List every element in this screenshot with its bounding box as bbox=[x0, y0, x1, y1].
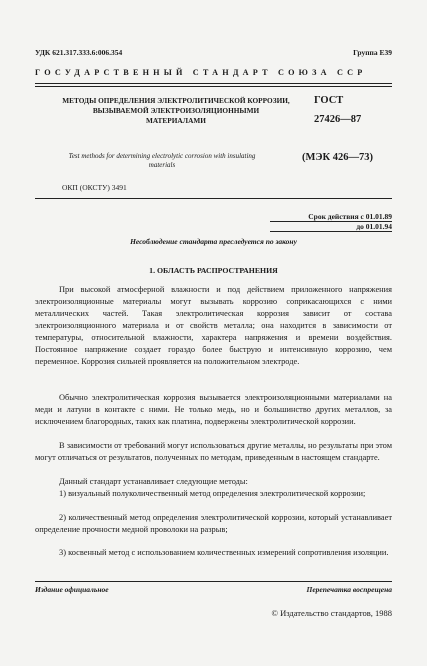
document-title-en: Test methods for determining electrolytic corrosion with insulating materials bbox=[68, 152, 256, 169]
validity-underline-2 bbox=[270, 231, 392, 232]
udk-code: УДК 621.317.333.6:006.354 bbox=[35, 48, 123, 57]
list-item-1-text: 1) визуальный полуколичественный метод определения электролитической коррозии; bbox=[59, 489, 366, 498]
paragraph-3 bbox=[35, 440, 392, 464]
validity-start: Срок действия с 01.01.89 bbox=[308, 212, 392, 221]
list-item-3 bbox=[35, 547, 392, 559]
reprint-prohibited-note: Перепечатка воспрещена bbox=[306, 585, 392, 594]
gost-number: 27426—87 bbox=[314, 114, 362, 125]
paragraph-1 bbox=[35, 284, 392, 368]
gost-label: ГОСТ bbox=[314, 95, 344, 106]
list-item-2 bbox=[35, 512, 392, 536]
list-item-1 bbox=[35, 488, 392, 500]
okp-code: ОКП (ОКСТУ) 3491 bbox=[62, 183, 127, 192]
standard-banner: ГОСУДАРСТВЕННЫЙ СТАНДАРТ СОЮЗА ССР bbox=[35, 68, 367, 77]
footer-rule bbox=[35, 581, 392, 582]
header-rule-bottom bbox=[35, 86, 392, 87]
list-item-2-text: 2) количественный метод определения электролитической коррозии, который устанавливает определение прочности медной проволоки на разрыв; bbox=[35, 513, 392, 534]
group-code: Группа Е39 bbox=[353, 48, 392, 57]
okp-rule bbox=[35, 198, 392, 199]
paragraph-4-text: Данный стандарт устанавливает следующие методы: bbox=[59, 477, 248, 486]
paragraph-1-text: При высокой атмосферной влажности и под действием приложенного напряжения электроизоляционные материалы могут вызывать коррозию соприкасающихся с ними металлических частей. Такая электролитическая коррозия зависит от состава электроизоляционного материала и от свойств металла; она находится в зависимости от температуры, относительной влажности, характера напряжения и времени воздействия. Постоянное напряжение создает гораздо более быструю и интенсивную коррозию, чем переменное. Коррозия сильней проявляется на положительном электроде. bbox=[35, 285, 392, 366]
validity-end: до 01.01.94 bbox=[356, 222, 392, 231]
list-item-3-text: 3) косвенный метод с использованием количественных измерений сопротивления изоляции. bbox=[59, 548, 389, 557]
copyright-note: © Издательство стандартов, 1988 bbox=[271, 608, 392, 618]
section-title: 1. ОБЛАСТЬ РАСПРОСТРАНЕНИЯ bbox=[149, 266, 278, 275]
paragraph-4 bbox=[35, 476, 392, 488]
paragraph-3-text: В зависимости от требований могут использоваться другие металлы, но результаты при этом могут отличаться от результатов, полученных по методам, приведенным в настоящем стандарте. bbox=[35, 441, 392, 462]
document-title-ru: МЕТОДЫ ОПРЕДЕЛЕНИЯ ЭЛЕКТРОЛИТИЧЕСКОЙ КОРРОЗИИ, ВЫЗЫВАЕМОЙ ЭЛЕКТРОИЗОЛЯЦИОННЫМИ МАТЕРИАЛАМИ bbox=[62, 96, 290, 125]
official-edition-note: Издание официальное bbox=[35, 585, 109, 594]
paragraph-2-text: Обычно электролитическая коррозия вызывается электроизоляционными материалами на меди и латуни в контакте с ними. Не только медь, но и большинство других металлов, за исключением благородных, таких как платина, подвержены электролитической коррозии. bbox=[35, 393, 392, 426]
iec-reference: (МЭК 426—73) bbox=[302, 152, 374, 163]
legal-warning: Несоблюдение стандарта преследуется по закону bbox=[130, 237, 297, 246]
header-rule-top bbox=[35, 83, 392, 84]
paragraph-2 bbox=[35, 392, 392, 428]
